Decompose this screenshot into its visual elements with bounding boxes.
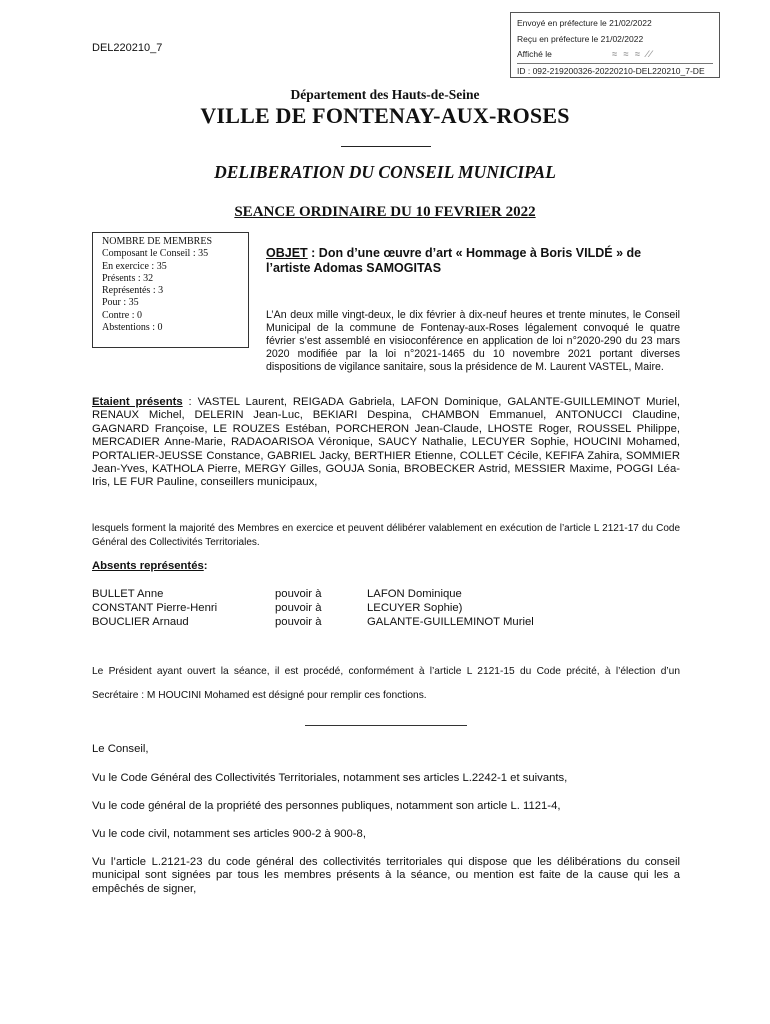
body-paragraph: Vu l’article L.2121-23 du code général des collectivités territoriales qui dispose que les délibérations du conseil municipal sont signées par tous les membres présents à la séance, ou mention est faite de la cause qui les a empêchés de signer, bbox=[92, 856, 680, 895]
presents-list: : VASTEL Laurent, REIGADA Gabriela, LAFON Dominique, GALANTE-GUILLEMINOT Muriel, RENAUX Michel, DELERIN Jean-Luc, BEKIARI Despina, CHAMBON Emmanuel, ANTONUCCI Claudine, GAGNARD Françoise, LE ROUZES Estéban, PORCHERON Jean-Claude, LHOSTE Roger, ROUSSEL Philippe, MERCADIER Anne-Marie, RADAOARISOA Véronique, SAUCY Nathalie, LECUYER Sophie, HOUCINI Mohamed, PORTALIER-JEUSSE Constance, GABRIEL Jacky, BERTHIER Etienne, COLLET Cécile, KEFIFA Zahira, SOMMIER Jean-Yves, KATHOLA Pierre, MERGY Gilles, GOUJA Sonia, BROBECKER Astrid, MESSIER Maxime, POGGI Léa-Iris, LE FUR Pauline, conseillers municipaux, bbox=[92, 396, 680, 489]
objet-text: : Don d’une œuvre d’art « Hommage à Boris VILDÉ » de l’artiste Adomas SAMOGITAS bbox=[266, 246, 642, 275]
stamp-posted bbox=[517, 47, 713, 63]
stamp-id: ID : 092-219200326-20220210-DEL220210_7-DE bbox=[517, 63, 713, 80]
absent-name: BULLET Anne bbox=[92, 588, 164, 600]
city-title: VILLE DE FONTENAY-AUX-ROSES bbox=[200, 103, 570, 128]
body-line: Vu le code civil, notamment ses articles 900-2 à 900-8, bbox=[92, 828, 366, 840]
absent-proxy: GALANTE-GUILLEMINOT Muriel bbox=[367, 616, 534, 628]
absent-mandate: pouvoir à bbox=[275, 616, 322, 628]
title-divider bbox=[341, 146, 431, 147]
president-paragraph: Le Président ayant ouvert la séance, il est procédé, conformément à l’article L 2121-15 du Code précité, à l’élection d’un Secrétaire : M HOUCINI Mohamed est désigné pour remplir ces fonctions. bbox=[92, 666, 680, 701]
deliberation-title: DELIBERATION DU CONSEIL MUNICIPAL bbox=[214, 162, 556, 182]
prefecture-stamp bbox=[510, 12, 720, 78]
presents-label: Etaient présents bbox=[92, 396, 183, 408]
session-title: SEANCE ORDINAIRE DU 10 FEVRIER 2022 bbox=[234, 204, 536, 220]
stamp-received: Reçu en préfecture le 21/02/2022 bbox=[517, 33, 644, 44]
absent-mandate: pouvoir à bbox=[275, 588, 322, 600]
absent-proxy: LAFON Dominique bbox=[367, 588, 462, 600]
body-line: Le Conseil, bbox=[92, 743, 149, 755]
members-line: Présents : 32 bbox=[102, 272, 154, 284]
members-line: NOMBRE DE MEMBRES bbox=[102, 236, 213, 247]
document-reference: DEL220210_7 bbox=[92, 42, 163, 54]
majority-paragraph: lesquels forment la majorité des Membres en exercice et peuvent délibérer valablement en exécution de l’article L 2121-17 du Code Général des Collectivités Territoriales. bbox=[92, 523, 680, 548]
stamp-posted-label: Affiché le bbox=[517, 49, 552, 59]
body-line: Vu le Code Général des Collectivités Territoriales, notamment ses articles L.2242-1 et suivants, bbox=[92, 772, 568, 784]
signature-icon: ≈ ≈ ≈ ⁄⁄ bbox=[611, 49, 654, 59]
absent-proxy: LECUYER Sophie) bbox=[367, 602, 463, 614]
members-line: Pour : 35 bbox=[102, 297, 139, 309]
absent-name: CONSTANT Pierre-Henri bbox=[92, 602, 218, 614]
members-line: En exercice : 35 bbox=[102, 260, 167, 272]
members-line: Contre : 0 bbox=[102, 309, 142, 321]
intro-paragraph: L’An deux mille vingt-deux, le dix février à dix-neuf heures et trente minutes, le Conseil Municipal de la commune de Fontenay-aux-Roses légalement convoqué le quatre février s’est assemblé en visioconférence en application de loi n°2020-290 du 23 mars 2020 modifiée par la loi n°2021-1465 du 10 novembre 2021 portant diverses dispositions de vigilance sanitaire, sous la présidence de M. Laurent VASTEL, Maire. bbox=[266, 309, 680, 373]
absents-title bbox=[92, 560, 208, 572]
members-line: Représentés : 3 bbox=[102, 285, 164, 297]
section-divider bbox=[305, 725, 467, 726]
absents-title-label: Absents représentés bbox=[92, 560, 204, 572]
members-box bbox=[92, 232, 249, 348]
absent-name: BOUCLIER Arnaud bbox=[92, 616, 189, 628]
absents-title-suffix: : bbox=[203, 560, 208, 572]
members-line: Composant le Conseil : 35 bbox=[102, 248, 209, 260]
absent-mandate: pouvoir à bbox=[275, 602, 322, 614]
absent-row bbox=[92, 602, 680, 616]
presents-paragraph bbox=[92, 396, 680, 490]
absent-row bbox=[92, 588, 680, 602]
department-title: Département des Hauts-de-Seine bbox=[290, 87, 480, 102]
absent-row bbox=[92, 616, 680, 630]
stamp-sent: Envoyé en préfecture le 21/02/2022 bbox=[517, 18, 652, 28]
body-line: Vu le code général de la propriété des personnes publiques, notamment son article L. 1121-4, bbox=[92, 800, 561, 812]
objet-heading bbox=[266, 246, 686, 276]
members-line: Abstentions : 0 bbox=[102, 322, 163, 334]
objet-label: OBJET bbox=[266, 246, 308, 260]
